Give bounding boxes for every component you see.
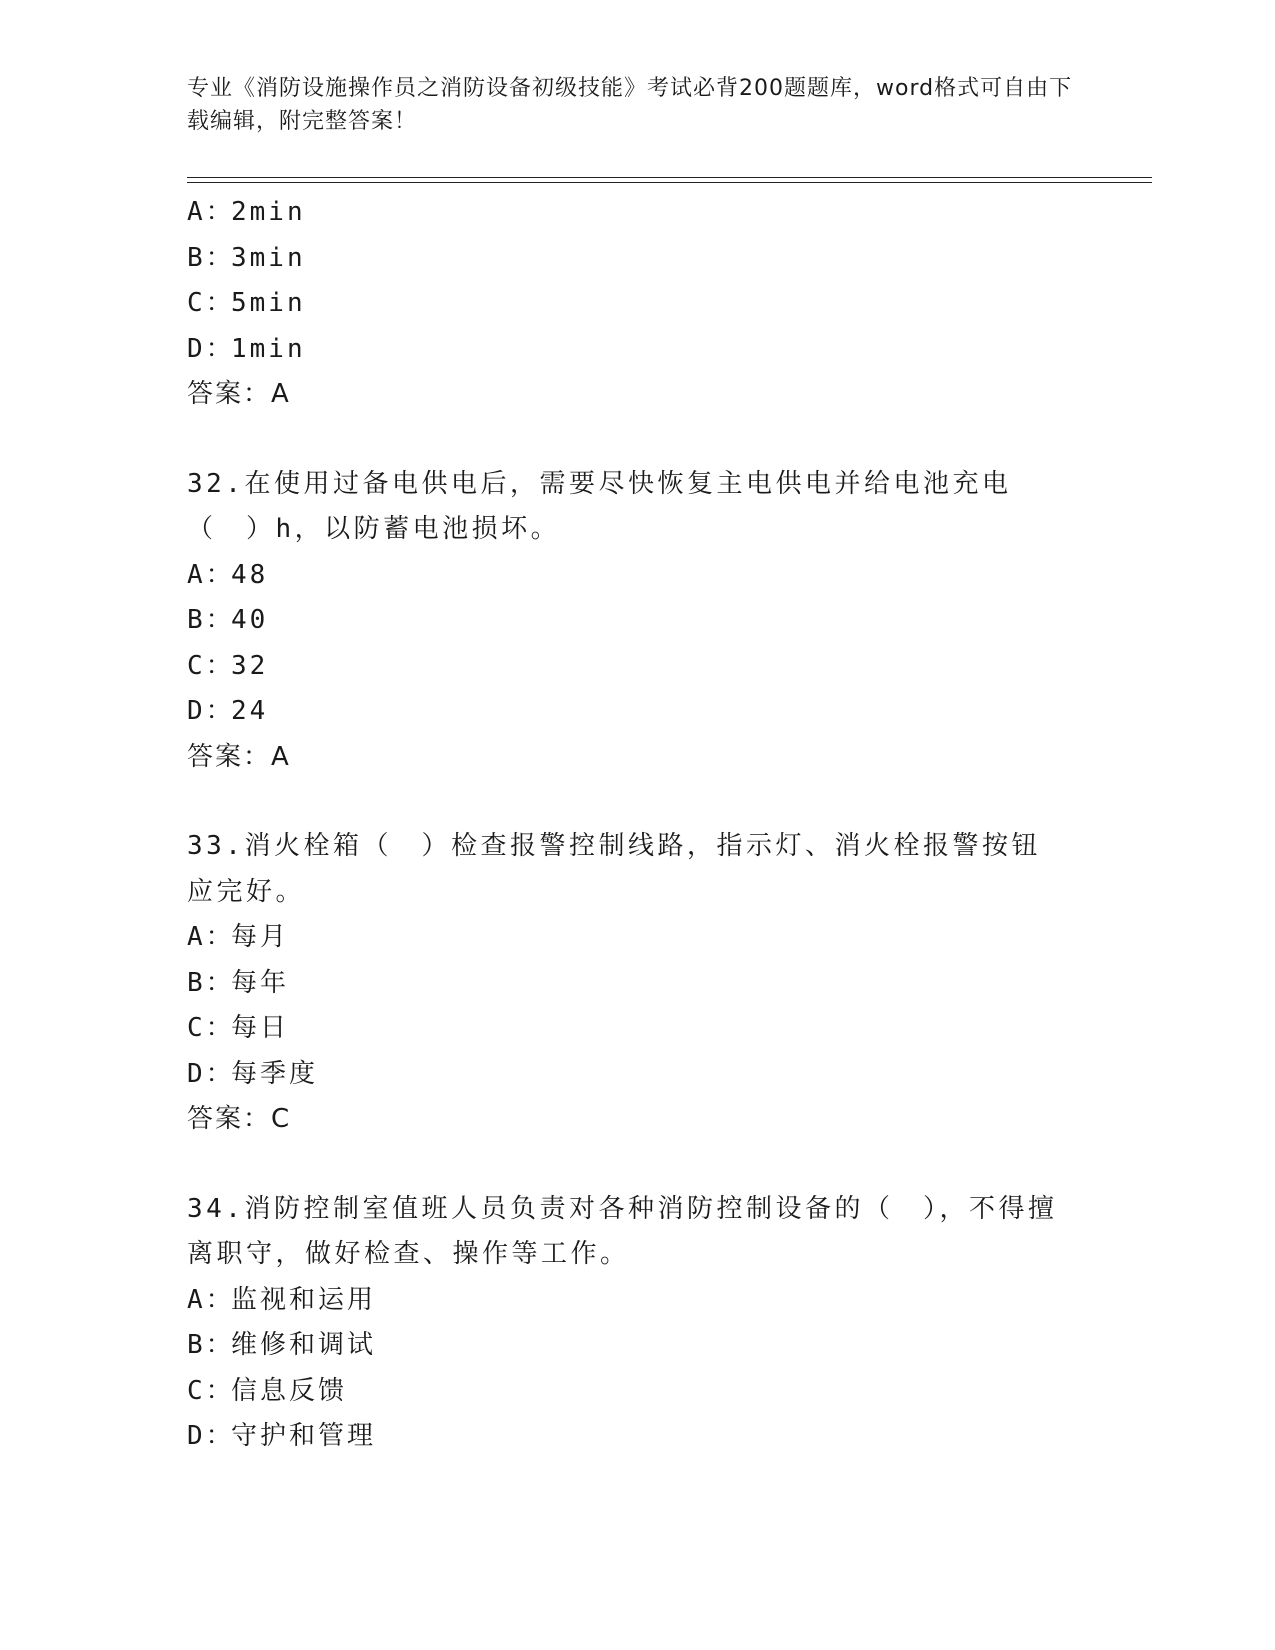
option-c: C：5min bbox=[187, 288, 306, 318]
option-b: B：3min bbox=[187, 242, 306, 273]
option-d: D：24 bbox=[187, 696, 269, 726]
question-33 bbox=[187, 824, 1087, 1143]
option-c: C：每日 bbox=[187, 1013, 290, 1043]
answer-line: 答案：C bbox=[187, 1104, 292, 1134]
option-d: D：守护和管理 bbox=[187, 1421, 377, 1451]
option-c: C：信息反馈 bbox=[187, 1375, 348, 1406]
answer-line: 答案：A bbox=[187, 741, 291, 772]
question-text: 34.消防控制室值班人员负责对各种消防控制设备的（ ），不得擅离职守，做好检查、操作等工作。 bbox=[187, 1193, 1058, 1269]
option-b: B：维修和调试 bbox=[187, 1330, 377, 1360]
option-b: B：每年 bbox=[187, 967, 290, 998]
option-a: A：2min bbox=[187, 197, 306, 227]
option-b: B：40 bbox=[187, 605, 269, 635]
option-c: C：32 bbox=[187, 650, 269, 681]
question-34 bbox=[187, 1187, 1087, 1460]
header-rule-bottom bbox=[187, 182, 1152, 183]
option-d: D：每季度 bbox=[187, 1058, 319, 1089]
question-text: 33.消火栓箱（ ）检查报警控制线路，指示灯、消火栓报警按钮应完好。 bbox=[187, 831, 1041, 907]
prev-question-block bbox=[187, 190, 1087, 418]
question-list bbox=[187, 190, 1087, 1460]
option-d: D：1min bbox=[187, 333, 306, 364]
answer-line: 答案：A bbox=[187, 379, 291, 409]
option-a: A：每月 bbox=[187, 922, 290, 952]
document-header: 专业《消防设施操作员之消防设备初级技能》考试必背200题题库，word格式可自由下载编辑，附完整答案！ bbox=[187, 76, 1073, 134]
option-a: A：48 bbox=[187, 559, 269, 590]
question-32 bbox=[187, 462, 1087, 781]
option-a: A：监视和运用 bbox=[187, 1284, 377, 1315]
header-rule-top bbox=[187, 177, 1152, 178]
question-text: 32.在使用过备电供电后，需要尽快恢复主电供电并给电池充电（ ）h，以防蓄电池损坏。 bbox=[187, 468, 1012, 544]
